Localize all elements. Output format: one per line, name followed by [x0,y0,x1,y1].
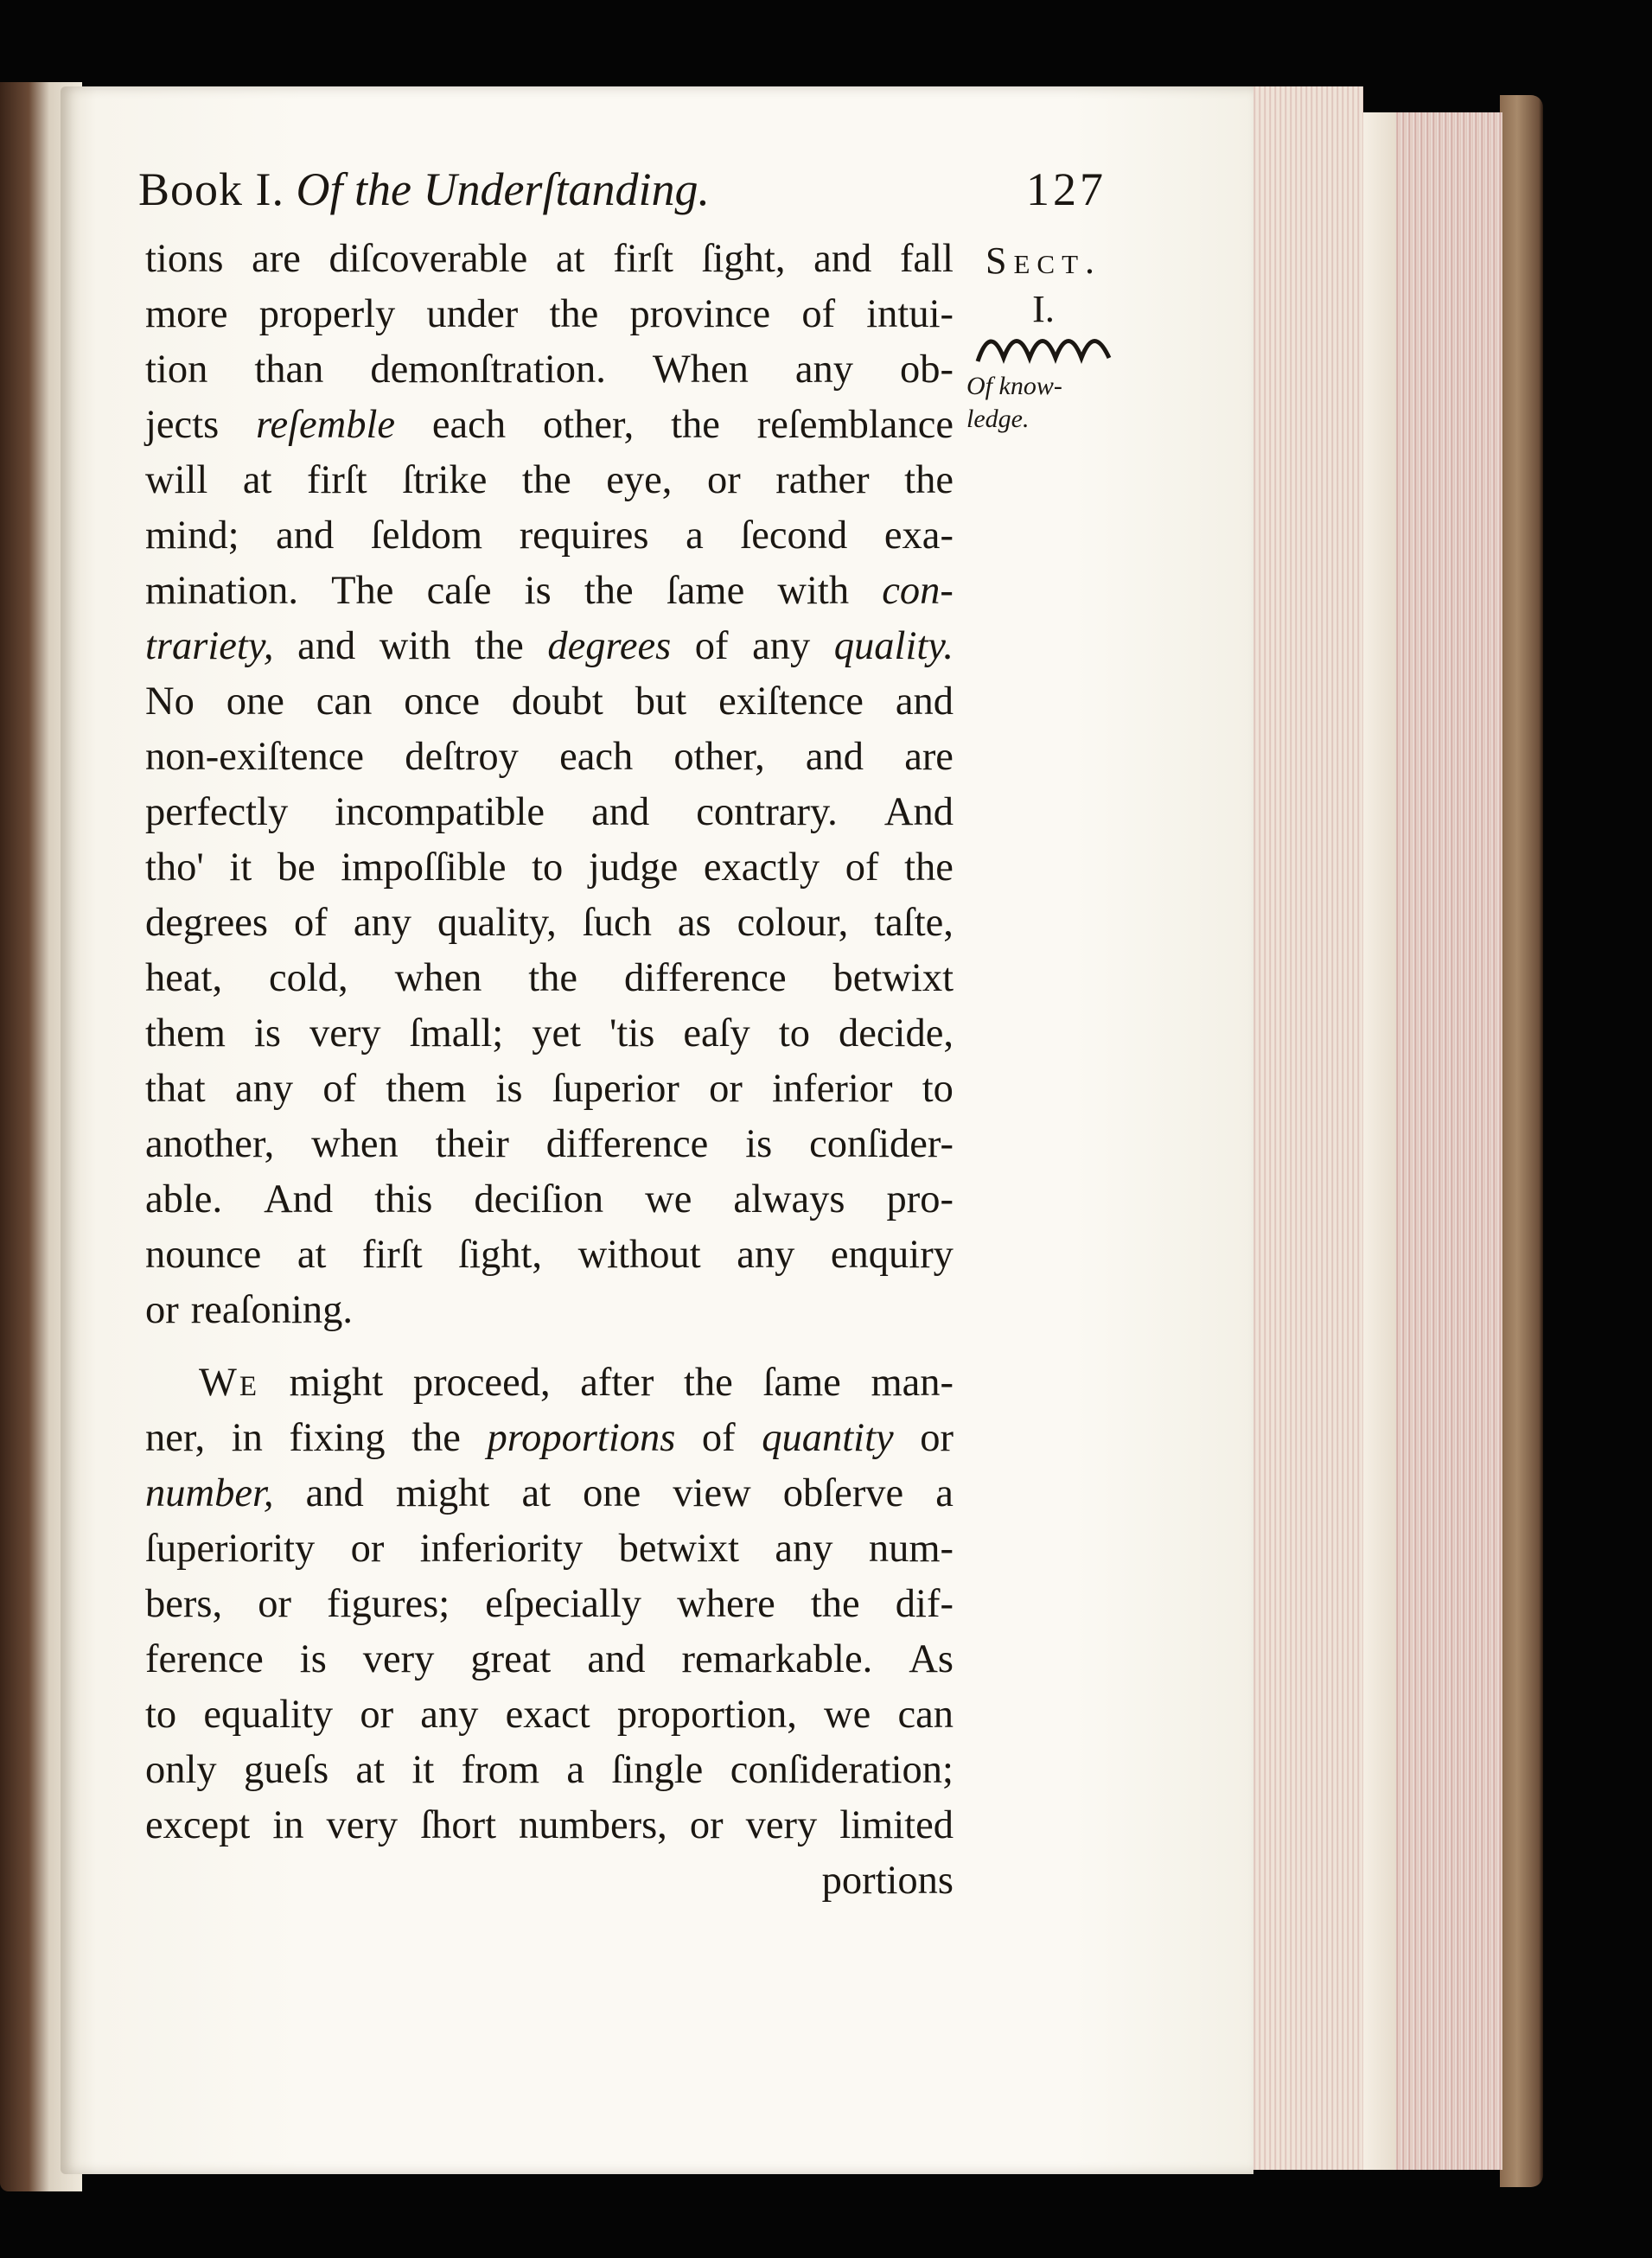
word: exact [505,1693,590,1737]
margin-note [961,235,1126,436]
text-line [145,1117,954,1172]
word: a [566,1748,585,1792]
word: to [922,1067,954,1111]
word: their [435,1122,509,1166]
word: colour, [737,901,849,945]
margin-note-line-2: ledge. [966,405,1030,433]
brace-icon [974,332,1113,370]
word: reaſoning. [190,1288,353,1332]
word: of [845,845,879,890]
text-line [145,398,954,453]
word: con- [882,569,954,613]
word: the [521,458,571,502]
word: of [701,1416,736,1460]
word: and [813,237,872,281]
word: is [495,1067,523,1111]
word: after [580,1361,654,1405]
word: gueſs [244,1748,329,1792]
word: proportions [487,1416,676,1460]
text-line [145,785,954,840]
text-line [145,1521,954,1577]
word: We [199,1361,260,1405]
word: ſight, [701,237,786,281]
word: them [145,1011,226,1056]
word: to [145,1693,177,1737]
word: very [745,1803,818,1847]
word: quality, [437,901,557,945]
word: under [426,292,519,336]
word: and [895,679,954,724]
word: we [645,1177,692,1221]
word: each [559,735,634,779]
word: the [904,845,954,890]
word: incompatible [335,790,545,834]
paragraph-2 [145,1355,954,1853]
word: them [386,1067,467,1111]
word: betwixt [832,956,954,1000]
word: to [778,1011,810,1056]
word: be [277,845,316,890]
word: ſuch [582,901,652,945]
word: the [684,1361,733,1405]
book-title: Of the Underſtanding. [296,163,710,215]
word: jects [145,403,220,447]
word: the [671,403,720,447]
word: might [395,1471,490,1515]
word: the [528,956,578,1000]
word: tho' [145,845,204,890]
word: province [629,292,771,336]
word: degrees [547,624,672,668]
text-line [145,1687,954,1743]
word: might [289,1361,384,1405]
word: mind; [145,513,239,558]
word: that [145,1067,206,1111]
word: a [686,513,704,558]
text-line [145,619,954,674]
word: ſmall; [409,1011,504,1056]
word: is [299,1637,327,1681]
word: except [145,1803,251,1847]
word: with [777,569,850,613]
text-line [145,840,954,896]
word: diſcoverable [328,237,528,281]
word: very [362,1637,435,1681]
word: firſt [613,237,673,281]
word: or [350,1527,385,1571]
word: contrary. [696,790,838,834]
word: ſhort [420,1803,497,1847]
word: yet [532,1011,581,1056]
word: at [555,237,585,281]
word: ſtrike [402,458,488,502]
word: inferiority [419,1527,584,1571]
word: numbers, [519,1803,667,1847]
word: as [677,901,711,945]
word: can [897,1693,954,1737]
text-line [145,287,954,342]
word: difference [545,1122,709,1166]
word: ſight, [458,1233,543,1277]
word: ſuperiority [145,1527,316,1571]
word: always [733,1177,845,1221]
word: And [264,1177,334,1221]
text-line [145,1577,954,1632]
text-line [145,1283,954,1338]
word: or [145,1288,179,1332]
word: each [431,403,507,447]
word: any [353,901,411,945]
word: the [584,569,634,613]
word: ſame [762,1361,841,1405]
word: exa- [883,513,954,558]
word: more [145,292,228,336]
word: and [297,624,356,668]
margin-note-line-1: Of know- [966,372,1062,400]
text-line [145,1006,954,1062]
word: and [587,1637,646,1681]
text-line [145,951,954,1006]
word: intui- [866,292,954,336]
word: and [591,790,650,834]
word: proportion, [616,1693,797,1737]
word: fall [899,237,954,281]
word: any [737,1233,795,1277]
word: in [231,1416,263,1460]
word: at [355,1748,386,1792]
word: dif- [895,1582,954,1626]
word: ſuperior [552,1067,679,1111]
word: or [258,1582,291,1626]
text-line [145,1743,954,1798]
word: than [254,348,324,392]
text-line [145,730,954,785]
word: reſemble [256,403,396,447]
word: equality [203,1693,334,1737]
text-line [145,564,954,619]
word: impoſſible [341,845,507,890]
page-stack [1249,86,1363,2170]
word: proceed, [412,1361,551,1405]
text-line [145,1355,954,1411]
text-line [145,1466,954,1521]
word: is [745,1122,773,1166]
word: to [532,845,564,890]
text-line [145,232,954,287]
word: num- [868,1527,954,1571]
word: and [805,735,864,779]
word: demonſtration. [370,348,606,392]
word: of [801,292,836,336]
text-line [145,1798,954,1853]
word: bers, [145,1582,223,1626]
text-line [145,453,954,508]
word: nounce [145,1233,262,1277]
word: As [909,1637,954,1681]
word: is [524,569,552,613]
margin-section-label: Sect. [985,239,1102,282]
word: the [810,1582,860,1626]
paragraph-1 [145,232,954,1338]
word: another, [145,1122,275,1166]
word: view [673,1471,751,1515]
word: the [475,624,524,668]
word: When [652,348,749,392]
word: non-exiſtence [145,735,365,779]
text-line [145,342,954,398]
word: only [145,1748,217,1792]
word: fixing [289,1416,386,1460]
word: we [824,1693,871,1737]
word: able. [145,1177,223,1221]
word: perfectly [145,790,289,834]
word: limited [839,1803,954,1847]
word: conſider- [809,1122,954,1166]
word: it [229,845,252,890]
book-label: Book I. [138,163,284,215]
catchword-line [145,1853,954,1909]
word: ſingle [611,1748,704,1792]
word: taſte, [874,901,954,945]
word: it [411,1748,435,1792]
word: or [689,1803,724,1847]
word: are [904,735,954,779]
text-line [145,1632,954,1687]
word: ner, [145,1416,206,1460]
word: ſecond [740,513,848,558]
word: and [276,513,335,558]
word: a [935,1471,954,1515]
word: other, [673,735,765,779]
word: where [677,1582,775,1626]
word: figures; [327,1582,450,1626]
word: when [394,956,482,1000]
word: rather [775,458,870,502]
word: difference [624,956,787,1000]
word: obſerve [782,1471,904,1515]
word: mination. [145,569,298,613]
word: tion [145,348,208,392]
word: one [583,1471,641,1515]
word: other, [542,403,635,447]
word: quantity [762,1416,894,1460]
word: properly [258,292,396,336]
word: enquiry [830,1233,954,1277]
word: any [420,1693,479,1737]
word: of [694,624,729,668]
word: reſemblance [756,403,954,447]
word: without [577,1233,701,1277]
word: or [920,1416,954,1460]
word: tions [145,237,224,281]
word: man- [871,1361,954,1405]
word: at [521,1471,551,1515]
word: or [706,458,741,502]
word: And [883,790,954,834]
word: at [297,1233,327,1277]
word: very [309,1011,381,1056]
page-number: 127 [1026,163,1107,215]
word: 'tis [609,1011,655,1056]
word: firſt [306,458,367,502]
word: ſame [666,569,745,613]
word: of [294,901,328,945]
word: caſe [426,569,492,613]
word: any [775,1527,833,1571]
word: heat, [145,956,223,1000]
word: requires [519,513,649,558]
word: any [234,1067,294,1111]
word: No [145,679,195,724]
text-line [145,674,954,730]
text-line [145,896,954,951]
word: in [272,1803,304,1847]
page-stack-light [1362,112,1396,2170]
word: is [254,1011,282,1056]
word: when [311,1122,399,1166]
word: betwixt [618,1527,740,1571]
word: deſtroy [405,735,519,779]
word: inferior [772,1067,893,1111]
text-line [145,508,954,564]
word: doubt [511,679,603,724]
word: the [904,458,954,502]
word: of [322,1067,357,1111]
text-line [145,1062,954,1117]
word: exactly [703,845,820,890]
word: trariety, [145,624,274,668]
word: quality. [833,624,954,668]
word: one [226,679,284,724]
word: degrees [145,901,268,945]
word: conſideration; [730,1748,954,1792]
word: deciſion [474,1177,604,1221]
word: this [374,1177,433,1221]
word: from [461,1748,540,1792]
text-line [145,1228,954,1283]
word: remarkable. [681,1637,873,1681]
word: once [404,679,481,724]
word: very [326,1803,399,1847]
word: the [549,292,599,336]
margin-section-number: I. [1032,288,1055,330]
word: with [379,624,451,668]
word: will [145,458,208,502]
catchword: portions [821,1859,954,1903]
word: but [635,679,687,724]
word: and [305,1471,364,1515]
word: great [470,1637,552,1681]
running-head [138,163,710,216]
word: firſt [361,1233,423,1277]
word: exiſtence [718,679,864,724]
word: decide, [839,1011,954,1056]
word: eaſy [683,1011,750,1056]
word: ob- [899,348,954,392]
word: eſpecially [485,1582,642,1626]
word: judge [588,845,679,890]
word: ference [145,1637,264,1681]
word: at [242,458,272,502]
word: ſeldom [370,513,483,558]
word: cold, [269,956,348,1000]
word: are [252,237,301,281]
word: any [752,624,811,668]
word: number, [145,1471,274,1515]
book-cover-edge [1500,95,1543,2187]
word: eye, [606,458,673,502]
word: can [316,679,373,724]
word: any [794,348,853,392]
body-text [145,232,954,1909]
text-line [145,1172,954,1228]
word: pro- [886,1177,954,1221]
word: or [360,1693,394,1737]
text-line [145,1411,954,1466]
word: or [709,1067,743,1111]
word: The [331,569,394,613]
running-header [138,163,1107,232]
word: the [411,1416,461,1460]
